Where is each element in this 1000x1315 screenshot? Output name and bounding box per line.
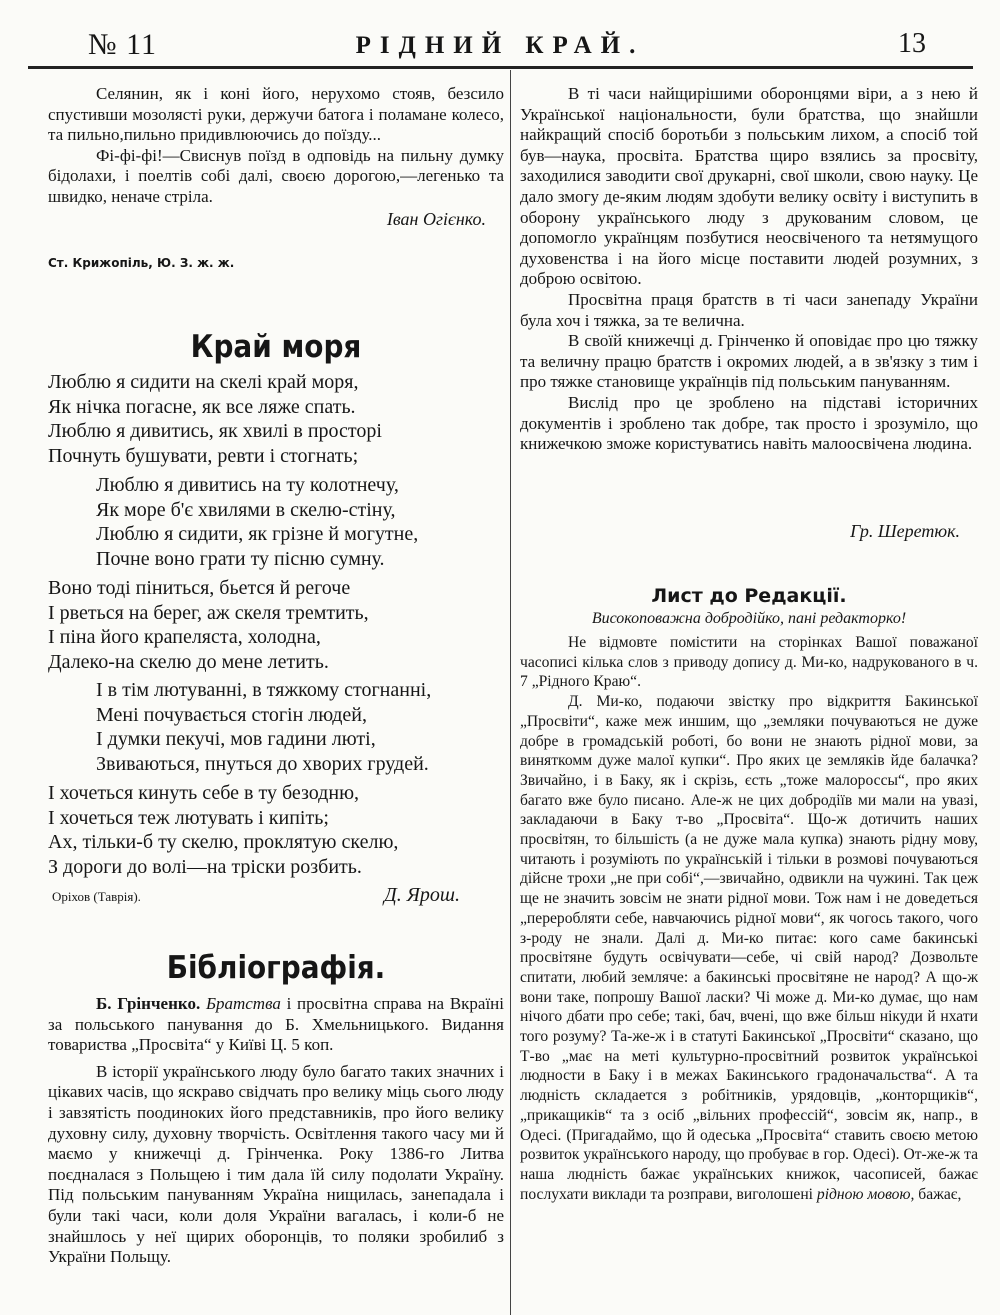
story-paragraph: Фі-фі-фі!—Свиснув поїзд в одповідь на пильну думку бідолахи, і поелтів собі далі, своєю дорогою,—легенько та швидко, неначе стріла. <box>48 145 504 206</box>
poem-line: Звиваються, пнуться до хворих грудей. <box>96 752 429 775</box>
review-continuation <box>520 84 978 455</box>
poem-line: І в тім лютуванні, в тяжкому стогнанні, <box>96 679 432 701</box>
letter-salutation: Високоповажна добродійко, пані редакторко! <box>591 610 907 627</box>
poem-stanza <box>48 473 504 571</box>
page-number: 13 <box>898 28 926 59</box>
poem-line: І рветься на берег, аж скеля тремтить, <box>48 601 369 624</box>
page-header <box>0 0 1000 66</box>
bibliography-entry <box>48 994 504 1268</box>
letter-emphasis: рідною мовою, <box>816 1185 915 1203</box>
poem-place: Оріхов (Таврія). <box>52 889 141 904</box>
poem-line: Почне воно грати ту пісню сумну. <box>96 547 385 570</box>
review-paragraph: В своїй книжечці д. Грінченко й оповідає про цю тяжку та величну працю братств і окромих людей, а в зв'язку з тим і про тяжке становище українців під польським пануванням. <box>520 331 978 392</box>
story-paragraph: Селянин, як і коні його, нерухомо стояв, безсило спустивши мозолясті руки, держучи батога і поламане колесо, та пильно,пильно придивлюючись до поїзду... <box>48 84 504 145</box>
poem-stanza <box>48 781 504 879</box>
poem-line: І думки пекучі, мов гадини люті, <box>96 728 376 751</box>
poem-line: Люблю я дивитись на ту колотнечу, <box>96 474 399 496</box>
poem-line: І піна його крапеляста, холодна, <box>48 626 321 649</box>
poem-line: Ах, тільки-б ту скелю, проклятую скелю, <box>48 831 399 854</box>
poem-line: Люблю я сидити, як грізне й могутне, <box>96 523 419 546</box>
story-ending <box>48 84 504 230</box>
poem-title: Край моря <box>190 329 362 365</box>
poem-line: Мені почувається стогін людей, <box>96 703 367 726</box>
citation-author: Б. Грінченко. <box>96 994 201 1013</box>
poem-line: Люблю я дивитись, як хвилі в просторі <box>48 420 382 443</box>
review-paragraph: Просвітна праця братств в ті часи занепаду України була хоч і тяжка, за те велична. <box>520 289 978 330</box>
poem-line: І хочеться теж лютувать і кипіть; <box>48 806 329 829</box>
review-signature: Гр. Шеретюк. <box>850 521 960 541</box>
letter-heading: Лист до Редакції. <box>651 585 847 607</box>
bibliography-citation <box>48 994 504 1056</box>
poem-footer <box>48 884 504 907</box>
poem-line: Далеко-на скелю до мене летить. <box>48 650 329 673</box>
newspaper-title: РІДНИЙ КРАЙ. <box>355 32 645 59</box>
letter-paragraph: Не відмовте помістити на сторінках Вашої поважаної часописі кілька слов з приводу допису д. Ми-ко, надрукованого в ч. 7 „Рідного Краю“. <box>520 634 978 691</box>
poem-line: Люблю я сидити на скелі край моря, <box>48 371 359 393</box>
bibliography-paragraph: В історії українського люду було багато таких значних і цікавих часів, що яскраво свідчать про велику міць сього люду і завзятість поодиноких його представників, про його велику духовну силу, духовну творчість. Освітлення такого часу ми й маємо у книжечці д. Грінченка. Року 1386-го Литва поєдналася з Польщею і тим дала їй силу подолати Україну. Під польським пануванням Україна нищилась, занепадала і були такі часи, коли доля України вагалась, і коли-б не знайшлось у неї щирих оборонців, то поляки зробилиб з України Польщу. <box>48 1061 504 1267</box>
poem-line: Почнуть бушувати, ревти і стогнать; <box>48 444 359 467</box>
letter-text-end: бажає, <box>914 1185 962 1203</box>
poem-stanza <box>48 678 504 776</box>
poem-line: Як море б'є хвилями в скелю-стіну, <box>96 498 396 521</box>
poem-line: Воно тоді піниться, бьется й регоче <box>48 577 351 599</box>
header-rule <box>28 66 973 69</box>
poem-stanza <box>48 370 504 468</box>
citation-title: Братства <box>205 994 281 1013</box>
poem-line: З дороги до волі—на тріски розбить. <box>48 855 362 878</box>
poem-author: Д. Ярош. <box>384 884 460 906</box>
column-divider <box>510 70 511 1315</box>
poem-stanza <box>48 576 504 674</box>
citation-details: і просвітна справа на Вкраїні за польського панування до Б. Хмельницького. Видання товариства „Просвіта“ у Київі Ц. 5 коп. <box>48 994 505 1055</box>
review-paragraph: Вислід про це зроблено на підставі історичних документів і зроблено так добре, так просто і зрозуміло, що книжечкою зможе користуватись навіть малоосвічена людина. <box>520 392 978 454</box>
letter-body <box>520 633 978 1204</box>
issue-number: № 11 <box>88 28 158 61</box>
story-signature: Іван Огієнко. <box>386 208 486 229</box>
story-station-note: Ст. Крижопіль, Ю. З. ж. ж. <box>48 256 235 270</box>
poem-line: Як нічка погасне, як все ляже спать. <box>48 395 356 418</box>
letter-paragraph <box>520 692 978 1204</box>
review-paragraph: В ті часи найщирішими оборонцями віри, а з нею й Української національности, були братства, що знайшли найкращий спосіб боротьби з польським лихом, а спосіб той був—наука, просвіта. Братства щиро взялись за просвіту, заходилися заводити свої друкарні, свої школи, свою науку. Це дало змогу де-яким людям здобути велику освіту і виступить в оборону українського люду з друкованим словом, це допомогло українцям позбутися неосвіченого та нетямущого духовенства і на його місце поставити людей розумних, з доброю освітою. <box>520 84 978 289</box>
letter-text: Д. Ми-ко, подаючи звістку про відкриття Бакинської „Просвіти“, каже меж иншим, що „земляки почуваються не дуже добре в громадській роботі, бо вони не знають рідної мови, за виняткомм дуже малої купки“. Про яких це земляків йде балачка? Звичайно, і в Баку, як і скрізь, єсть „тоже малороссы“, про яких багато вже було писано. Але-ж не цих добродіїв ми мали на увазі, закладаючи в Баку т-во „Просвіта“. Що-ж дотичить наших просвітян, то більшість (а не дуже мала купка) знають рідну мову, читають і розуміють по українській і тільки в розмові почуваються дійсне трохи „не при собі“,—звичайно, одвикли на чужині. Так цеж ще не значить зовсім не знати рідної мови. Тож нам і не доведеться „переробляти себе, навчаючись рідної мови“, як чогось такого, чого з-роду не знали. Далі д. Ми-ко питає: кого саме бакинські просвітяне будуть освічувати—себе, чі свій народ? Дозвольте спитати, любий земляче: а бакинські просвітяне не народ? А що-ж вони таке, попрошу Вашої ласки? Чі може д. Ми-ко думає, що нам нічого дбати про себе; такі, бач, вчені, що вже більш нікуди й нхати того розуму? Та-же-ж і в статуті Бакинської „Просвіти“ сказано, що Т-во „має на меті культурно-просвітний розвиток українськоі людности в Баку і в межах Бакинського градоначальства“. А та людність складается з робітників, урядовців, „конторщиків“, „прикащиків“ та з осіб „вільних профессій“, зовсім як, напр., в Одесі. (Пригадаймо, що й одеська „Просвіта“ ставить своєю метою розвиток українського народу, що пробуває в гор. Одесі). От-же-ж та наша людність бажає українських книжок, часописей, бажає послухати виклади та розправи, виголошені <box>520 693 979 1203</box>
poem-line: І хочеться кинуть себе в ту безодню, <box>48 782 360 804</box>
bibliography-heading: Бібліографія. <box>166 950 386 986</box>
